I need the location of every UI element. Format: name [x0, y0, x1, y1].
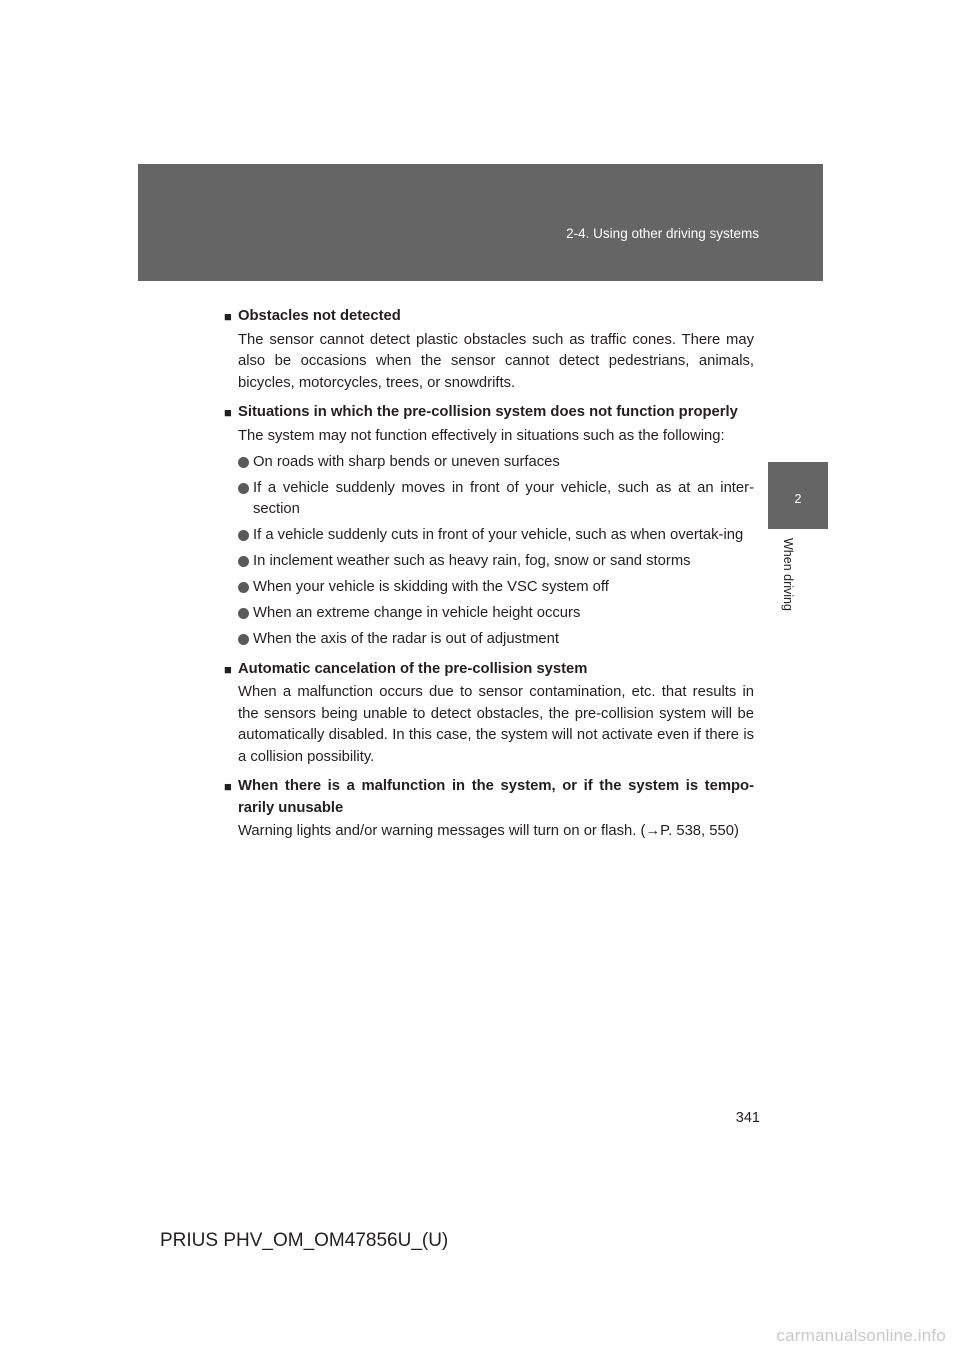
section-body: The sensor cannot detect plastic obstacles such as traffic cones. There may also be occasions when the sensor cannot detect pedestrians, animals, bicycles, motorcycles, trees, or snowdrifts.	[238, 331, 754, 391]
dot-icon	[238, 634, 249, 645]
section-heading: ■ Obstacles not detected	[224, 306, 754, 328]
section-title: 2-4. Using other driving systems	[566, 226, 759, 241]
list-item: When your vehicle is skidding with the VSC system off	[224, 577, 754, 599]
dot-icon	[238, 530, 249, 541]
page-content	[224, 306, 754, 843]
header-band	[138, 164, 823, 281]
square-bullet-icon: ■	[224, 405, 232, 420]
chapter-number: 2	[794, 492, 802, 506]
watermark-text: carmanualsonline.info	[776, 1326, 946, 1345]
dot-icon	[238, 582, 249, 593]
chapter-tab	[768, 462, 828, 529]
list-item: When an extreme change in vehicle height occurs	[224, 603, 754, 625]
document-code: PRIUS PHV_OM_OM47856U_(U)	[160, 1230, 449, 1251]
dot-icon	[238, 457, 249, 468]
list-item: If a vehicle suddenly moves in front of your vehicle, such as at an inter-section	[224, 478, 754, 521]
list-item: When the axis of the radar is out of adjustment	[224, 629, 754, 651]
chapter-label-container	[775, 538, 799, 638]
dot-icon	[238, 483, 249, 494]
chapter-label: When driving	[781, 538, 795, 611]
section-heading: ■ When there is a malfunction in the system, or if the system is tempo-rarily unusable	[224, 776, 754, 819]
page-number: 341	[735, 1110, 760, 1126]
section-heading: ■ Situations in which the pre-collision system does not function properly	[224, 402, 754, 424]
list-item: In inclement weather such as heavy rain, fog, snow or sand storms	[224, 551, 754, 573]
square-bullet-icon: ■	[224, 309, 232, 324]
section-body: When a malfunction occurs due to sensor contamination, etc. that results in the sensors being unable to detect obstacles, the pre-collision system will be automatically disabled. In this case, the system will not activate even if there is a collision possibility.	[238, 684, 754, 765]
square-bullet-icon: ■	[224, 661, 232, 677]
dot-icon	[238, 608, 249, 619]
list-item: On roads with sharp bends or uneven surfaces	[224, 452, 754, 474]
list-item: If a vehicle suddenly cuts in front of your vehicle, such as when overtak-ing	[224, 525, 754, 547]
section-body: The system may not function effectively in situations such as the following:	[238, 427, 725, 444]
square-bullet-icon: ■	[224, 779, 232, 794]
section-body: Warning lights and/or warning messages will turn on or flash. (→P. 538, 550)	[238, 823, 739, 839]
dot-icon	[238, 556, 249, 567]
section-heading: ■ Automatic cancelation of the pre-collision system	[224, 659, 754, 681]
